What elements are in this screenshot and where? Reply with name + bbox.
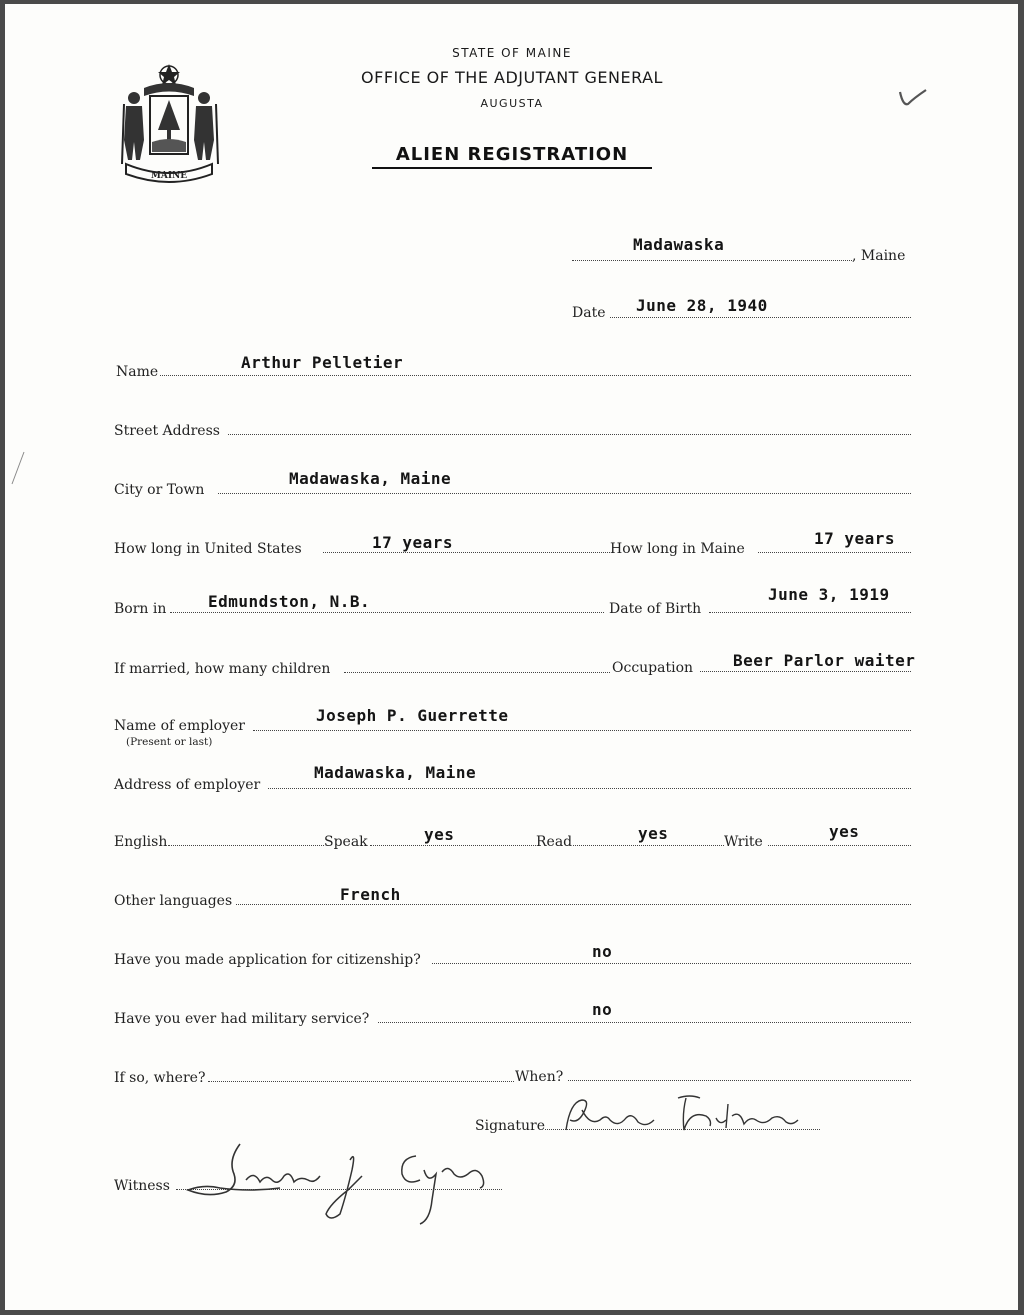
name-value: Arthur Pelletier — [241, 353, 404, 372]
born-label: Born in — [114, 601, 167, 617]
employer-label: Name of employer — [114, 718, 245, 734]
other-languages-line — [236, 904, 911, 905]
occupation-label: Occupation — [612, 660, 694, 676]
occupation-line — [700, 671, 911, 672]
write-value: yes — [829, 822, 860, 841]
city-value: Madawaska, Maine — [289, 469, 452, 488]
seal-banner-text: MAINE — [150, 171, 188, 181]
military-line — [378, 1022, 911, 1023]
english-line — [168, 845, 324, 846]
when-line — [568, 1080, 911, 1081]
where-line — [208, 1081, 514, 1082]
children-line — [344, 672, 610, 673]
citizenship-value: no — [592, 942, 613, 961]
read-label: Read — [536, 834, 573, 850]
maine-time-value: 17 years — [814, 529, 896, 548]
where-label: If so, where? — [114, 1070, 206, 1086]
us-time-line — [323, 552, 610, 553]
employer-address-label: Address of employer — [114, 777, 261, 793]
stray-pen-mark — [6, 448, 28, 488]
other-languages-value: French — [340, 885, 401, 904]
children-label: If married, how many children — [114, 661, 331, 677]
signature-label: Signature — [475, 1118, 546, 1134]
when-label: When? — [515, 1069, 564, 1085]
military-label: Have you ever had military service? — [114, 1011, 370, 1027]
witness-label: Witness — [114, 1178, 170, 1194]
maine-time-label: How long in Maine — [610, 541, 745, 557]
date-line — [610, 317, 911, 318]
employer-address-line — [268, 788, 911, 789]
form-title: ALIEN REGISTRATION — [372, 144, 652, 169]
read-value: yes — [638, 824, 669, 843]
us-time-label: How long in United States — [114, 541, 302, 557]
write-line — [768, 845, 911, 846]
place-suffix: , Maine — [852, 248, 906, 264]
place-value: Madawaska — [633, 235, 725, 254]
street-label: Street Address — [114, 423, 220, 439]
state-heading: STATE OF MAINE — [452, 46, 572, 60]
employer-value: Joseph P. Guerrette — [316, 706, 509, 725]
place-line — [572, 260, 852, 261]
city-heading: AUGUSTA — [480, 97, 544, 110]
military-value: no — [592, 1000, 613, 1019]
maine-time-line — [758, 552, 911, 553]
office-heading: OFFICE OF THE ADJUTANT GENERAL — [361, 68, 663, 87]
speak-line — [370, 845, 536, 846]
street-line — [228, 434, 911, 435]
dob-value: June 3, 1919 — [768, 585, 890, 604]
other-languages-label: Other languages — [114, 893, 233, 909]
date-label: Date — [572, 305, 606, 321]
dob-label: Date of Birth — [609, 601, 702, 617]
name-label: Name — [116, 364, 159, 380]
city-line — [218, 493, 911, 494]
signature-handwriting — [560, 1090, 810, 1142]
speak-label: Speak — [324, 834, 368, 850]
occupation-value: Beer Parlor waiter — [733, 651, 916, 670]
employer-line — [253, 730, 911, 731]
us-time-value: 17 years — [372, 533, 454, 552]
city-label: City or Town — [114, 482, 205, 498]
dob-line — [709, 612, 911, 613]
born-value: Edmundston, N.B. — [208, 592, 371, 611]
citizenship-label: Have you made application for citizenship? — [114, 952, 421, 968]
english-label: English — [114, 834, 168, 850]
name-line — [160, 375, 911, 376]
write-label: Write — [724, 834, 763, 850]
employer-address-value: Madawaska, Maine — [314, 763, 477, 782]
read-line — [573, 845, 724, 846]
born-line — [170, 612, 604, 613]
speak-value: yes — [424, 825, 455, 844]
citizenship-line — [432, 963, 911, 964]
date-value: June 28, 1940 — [636, 296, 768, 315]
witness-handwriting — [180, 1130, 500, 1226]
employer-sublabel: (Present or last) — [126, 736, 213, 748]
